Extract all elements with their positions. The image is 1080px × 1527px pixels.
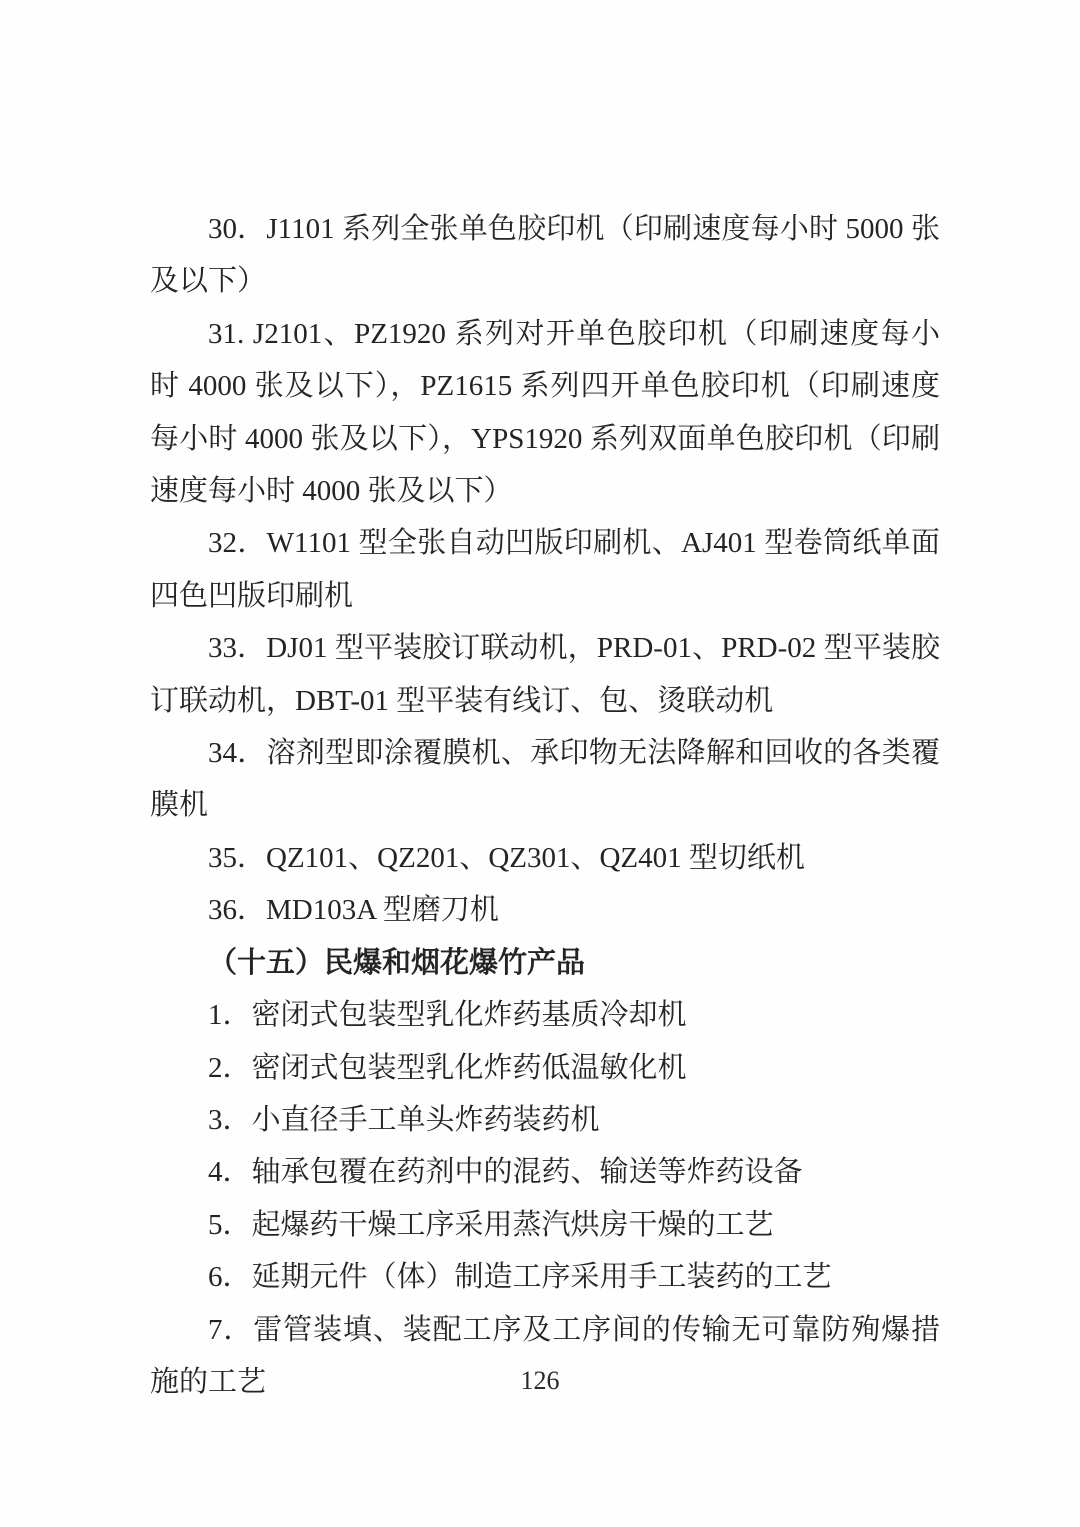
list-item-7: 7．雷管装填、装配工序及工序间的传输无可靠防殉爆措施的工艺	[150, 1313, 940, 1398]
list-item-31: 31. J2101、PZ1920 系列对开单色胶印机（印刷速度每小时 4000 张及以下），PZ1615 系列四开单色胶印机（印刷速度每小时 4000 张及以下），YPS1920 系列双面单色胶印机（印刷速度每小时 4000 张及以下）	[150, 317, 940, 508]
list-item-36: 36．MD103A 型磨刀机	[208, 894, 499, 927]
document-body	[150, 203, 940, 1408]
list-item-3: 3．小直径手工单头炸药装药机	[208, 1103, 600, 1136]
page-number: 126	[520, 1366, 560, 1395]
section-heading-15: （十五）民爆和烟花爆竹产品	[208, 946, 586, 979]
list-item-30: 30．J1101 系列全张单色胶印机（印刷速度每小时 5000 张及以下）	[150, 213, 940, 298]
list-item-34: 34．溶剂型即涂覆膜机、承印物无法降解和回收的各类覆膜机	[150, 737, 940, 822]
list-item-6: 6．延期元件（体）制造工序采用手工装药的工艺	[208, 1261, 832, 1294]
list-item-33: 33．DJ01 型平装胶订联动机，PRD-01、PRD-02 型平装胶订联动机，DBT-01 型平装有线订、包、烫联动机	[150, 632, 940, 717]
list-item-2: 2．密闭式包装型乳化炸药低温敏化机	[208, 1051, 687, 1084]
list-item-1: 1．密闭式包装型乳化炸药基质冷却机	[208, 999, 687, 1032]
list-item-4: 4．轴承包覆在药剂中的混药、输送等炸药设备	[208, 1156, 803, 1189]
list-item-35: 35．QZ101、QZ201、QZ301、QZ401 型切纸机	[208, 841, 805, 874]
list-item-32: 32．W1101 型全张自动凹版印刷机、AJ401 型卷筒纸单面四色凹版印刷机	[150, 527, 940, 612]
list-item-5: 5．起爆药干燥工序采用蒸汽烘房干燥的工艺	[208, 1208, 774, 1241]
